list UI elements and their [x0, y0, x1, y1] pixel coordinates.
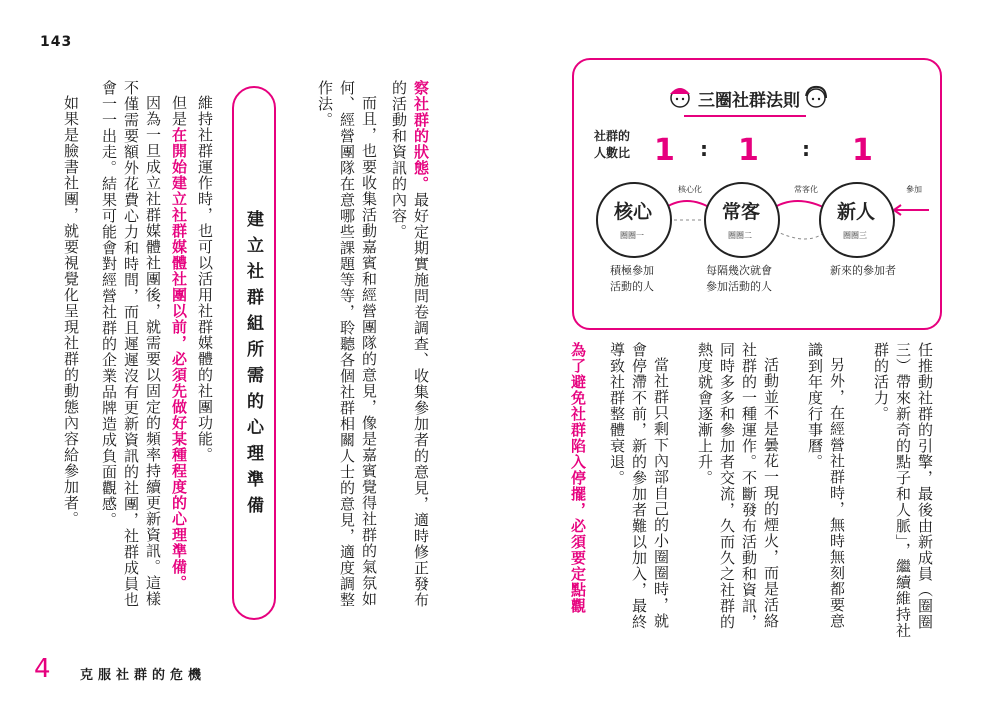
paragraph-left-5: 因為一旦成立社群媒體社團後，就需要以固定的頻率持續更新資訊。這樣不僅需要額外花費心力和時間，而且遲遲沒有更新資訊的社團，社群成員也會一一出走。結果可能會對經營社群的企業品牌造成負面觀感。	[100, 80, 162, 608]
person-right-icon	[806, 87, 826, 107]
ratio-value-1: 1	[654, 133, 675, 168]
desc-regular-line2: 參加活動的人	[706, 280, 772, 293]
ratio-label-line2: 人數比	[594, 146, 631, 160]
paragraph-left-1	[380, 80, 432, 620]
paragraph-left-1-highlight: 察社群的狀態。	[412, 80, 430, 192]
desc-newcomer-line1: 新來的參加者	[830, 264, 896, 277]
circle-newcomer-tag: 圈圈三	[843, 231, 867, 240]
desc-regular-line1: 每隔幾次就會	[706, 264, 772, 277]
circle-regular	[705, 183, 779, 257]
chapter-title: 克服社群的危機	[80, 668, 207, 683]
diagram-title: 三圈社群法則	[698, 91, 800, 111]
paragraph-right-4: 當社群只剩下內部自己的小圈圈時，就會停滯不前，新的參加者難以加入，最終導致社群整體衰退。	[608, 342, 670, 630]
paragraph-left-4	[164, 80, 190, 620]
paragraph-right-2: 另外，在經營社群時，無時無刻都要意識到年度行事曆。	[806, 342, 846, 629]
circle-core-label: 核心	[614, 201, 653, 223]
paragraph-left-2: 而且，也要收集活動嘉賓和經營團隊的意見，像是嘉賓覺得社群的氣氛如何、經營團隊在意哪些課題等等，聆聽各個社群相關人士的意見，適度調整作法。	[316, 80, 378, 608]
paragraph-left-1-text: 最好定期實施問卷調查、收集參加者的意見，適時修正發布的活動和資訊的內容。	[390, 80, 430, 608]
three-circle-diagram	[572, 58, 942, 330]
ratio-sep-2: :	[802, 137, 810, 161]
chapter-number: 4	[34, 654, 51, 684]
paragraph-right-1: 任推動社群的引擎，最後由新成員（圈圈三）帶來新奇的點子和人脈」，繼續維持社群的活力。	[872, 342, 934, 639]
circle-regular-label: 常客	[722, 201, 761, 223]
circle-regular-tag: 圈圈二	[728, 231, 752, 240]
person-left-icon	[670, 88, 690, 107]
paragraph-right-3: 活動並不是曇花一現的煙火，而是活絡社群的一種運作。不斷發布活動和資訊，同時多多和參加者交流，久而久之社群的熱度就會逐漸上升。	[696, 342, 780, 630]
ratio-sep-1: :	[700, 137, 708, 161]
circle-core	[597, 183, 671, 257]
diagram-canvas	[574, 60, 940, 328]
circle-newcomer-label: 新人	[837, 201, 876, 223]
arrow-label-regular: 常客化	[794, 185, 818, 194]
ratio-value-3: 1	[852, 133, 873, 168]
arrow-label-core: 核心化	[678, 185, 702, 194]
circle-newcomer	[820, 183, 894, 257]
ratio-value-2: 1	[738, 133, 759, 168]
arrow-label-join: 參加	[906, 185, 922, 194]
desc-core-line1: 積極參加	[610, 264, 654, 277]
circle-core-tag: 圈圈一	[620, 231, 644, 240]
paragraph-left-4-highlight: 在開始建立社群媒體社團以前，必須先做好某種程度的心理準備。	[170, 127, 188, 591]
paragraph-right-5-highlight: 為了避免社群陷入停擺，必須要定點觀	[569, 342, 587, 614]
section-heading: 建立社群組所需的心理準備	[243, 210, 263, 522]
desc-core-line2: 活動的人	[610, 280, 654, 293]
ratio-label-line1: 社群的	[594, 129, 631, 143]
page-number: 143	[40, 34, 73, 50]
paragraph-left-3: 維持社群運作時，也可以活用社群媒體的社團功能。	[196, 95, 214, 463]
paragraph-left-6: 如果是臉書社團，就要視覺化呈現社群的動態內容給參加者。	[62, 95, 80, 527]
paragraph-left-4-pre: 但是	[170, 95, 188, 127]
